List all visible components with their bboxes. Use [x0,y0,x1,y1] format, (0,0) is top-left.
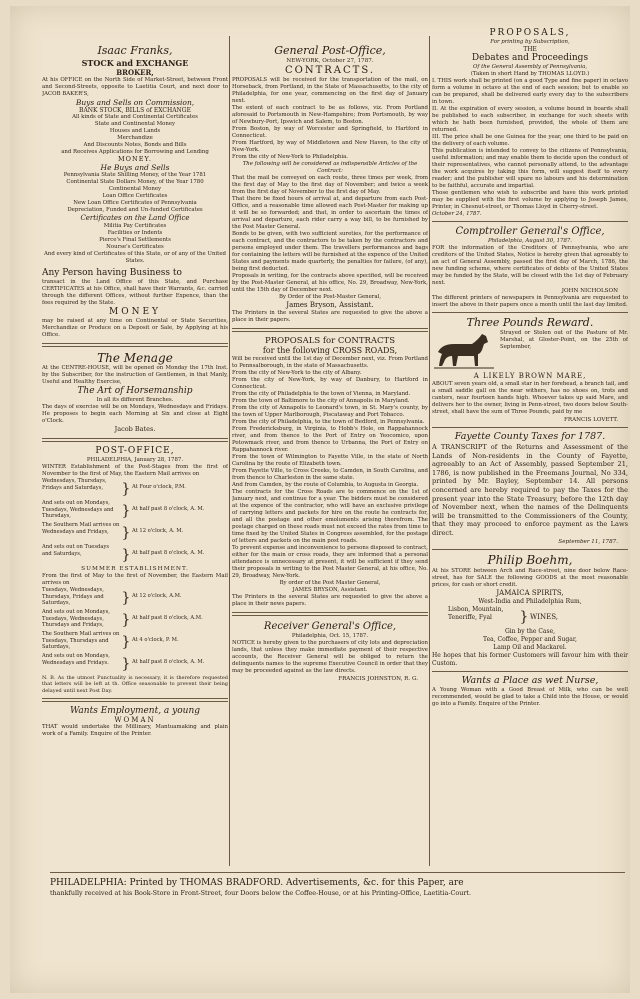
gpo-dateline: NEW-YORK, October 27, 1787. [286,58,374,64]
divider [432,221,628,222]
fayette-advertisement [432,431,628,546]
reward-signature: FRANCIS LOVETT. [564,417,618,423]
franks-line: And Discounts Notes, Bonds and Bills [83,142,187,148]
franks-any: Any Person having Business to [42,268,182,278]
gpo-order: By Order of the Post-Master General, [278,294,382,300]
franks-line: and Receives Applications for Borrowing and Lending [61,149,209,155]
menage-title: The Menage [97,351,173,365]
proposals-date: October 24, 1787. [432,211,482,217]
schedule-days: And sets out on Mondays, Tuesdays, Wednesdays, Thursdays and Fridays, [42,609,110,629]
imprint-line: PHILADELPHIA: Printed by THOMAS BRADFORD. Advertisements, &c. for this Paper, are [50,878,464,888]
schedule-time: At 4 o'clock, P. M. [132,637,179,643]
gpo-body: From the city of New-York to Philadelphia. [232,154,349,160]
schedule-time: At 12 o'clock, A. M. [132,528,184,534]
franks-title2: BROKER, [116,68,154,77]
wants-title: Wants Employment, a young [69,706,201,717]
reward-title: Three Pounds Reward. [466,316,594,329]
franks-money2: MONEY [109,307,161,317]
brace: } [121,656,131,672]
comptroller-body: FOR the information of the Creditors of Pennsylvania, who are creditors of the United States, Notice is hereby given that agreeably to an act of General Assembly, passed the first day of March, 1786, the new funding scheme, where certificates of debts of the United States may be funded by the State, will be closed with the 1st day of February next. [432,245,628,286]
cross-body: From the city of New-York, by way of Danbury, to Hartford in Connecticut. [232,377,428,390]
schedule-days: And sets out on Mondays, Tuesdays, Wednesdays and Thursdays, [42,500,114,520]
schedule-days: The Southern Mail arrives on Wednesdays and Fridays, [42,522,120,535]
wants-woman: WOMAN [114,716,156,725]
franks-list: Depreciation, Funded and Un-funded Certificates [67,207,203,213]
franks-list: Pierce's Final Settlements [99,237,171,243]
wines-row [432,606,628,628]
comptroller-advertisement [432,225,628,309]
comptroller-body2: The different printers of newspapers in Pennsylvania are requested to insert the above in their papers once a month until the last day limited. [432,295,628,308]
reward-mare: A LIKELY BROWN MARE, [473,372,587,380]
gpo-body: From Hartford, by way of Middletown and New Haven, to the city of New-York. [232,140,428,153]
receiver-body: NOTICE is hereby given to the purchasers of city lots and depreciation lands, that unless they make immediate payment of their respective accounts, the Receiver General will be obliged to return the delinquents names to the supreme Executive Council in order that they may be proceeded against as the law directs. [232,640,428,674]
schedule-days: The Southern Mail arrives on Tuesdays, Thursdays and Saturdays, [42,631,120,651]
schedule-days: And sets out on Tuesdays and Saturdays, [42,544,110,557]
gpo-printers: The Printers in the several States are requested to give the above a place in their papers. [232,310,428,323]
cross-signature: JAMES BRYSON, Assistant. [292,587,368,593]
column-rule [229,36,230,866]
boehm-goods: Lamp Oil and Mackarel. [493,643,567,651]
divider [232,612,428,616]
franks-advertisement [42,44,228,339]
franks-list: Continental State Dollars Money, of the Year 1780 [66,179,204,185]
schedule-row [42,653,228,675]
cross-body: From the city of New-York to the city of Albany. [232,370,362,376]
divider [42,698,228,702]
franks-list: Militia Pay Certificates [103,223,167,229]
post-office-advertisement [42,446,228,694]
divider [432,671,628,672]
gpo-note: The following will be considered as indispensible Articles of the Contract: [242,161,418,174]
franks-list: New Loan Office Certificates of Pennsylvania [73,200,197,206]
cross-body: From Fayette Ville, to Cross Creeks, to Camden, in South Carolina, and from thence to Charleston in the same state. [232,468,428,481]
franks-bank: BANK STOCK, BILLS of EXCHANGE [79,107,191,114]
schedule-time: At 12 o'clock, A.M. [132,593,182,599]
menage-body: At the CENTRE-HOUSE, will be opened on Monday the 17th Inst. by the Subscriber, for the instruction of Gentlemen, in that Manly, Useful and Healthy Exercise, [42,365,228,385]
schedule-row [42,522,228,544]
gpo-body: The extent of each contract to be as follows, viz. From Portland aforesaid to Portsmouth in New-Hampshire; from Portsmouth, by way of Newbury-Port, Ipswich and Salem, to Boston. [232,105,428,125]
schedule-row [42,587,228,609]
menage-signature: Jacob Bates. [114,425,156,433]
brace: } [121,612,131,628]
divider [232,328,428,332]
fayette-body: A TRANSCRIPT of the Returns and Assessment of the Lands of Non-residents in the County of Fayette, agreeably to an Act of Assembly, passed September 21, 1786, is now published in the Freemans Journal, No 334, printed by Mr. Bayley, September 14. All persons concerned are hereby required to pay the Taxes for the present year into the State Treasury, before the 12th day of November next, when the names of the Delinquents will be transmitted to the Commissioners of the County, that they may proceed to enforce payment as the Laws direct. [432,443,628,537]
franks-list: Continental Money [108,186,162,192]
cross-body: From the town of Baltimore to the city of Annapolis in Maryland. [232,398,410,404]
cross-body: From the city of Philadelphia, to the town of Bedford, in Pennsylvania. [232,419,425,425]
franks-any-body: transact in the Land Office of this State, and Purchase CERTIFICATES at his Office, shall have their Warrants, &c. carried through the different Offices, without further Expence, than the fees required by the State. [42,279,228,306]
cross-roads-advertisement [232,336,428,608]
gpo-body: Bonds to be given, with two sufficient sureties, for the performance of each contract, and the contractors to be taken by the contractors and persons employed under them. The travellers performances and bags for containing the letters will be furnished at the expence of the United States and payments made quarterly, the penalties for failure, (of any), being first deducted. [232,231,428,272]
gpo-body: PROPOSALS will be received for the transportation of the mail, on Horseback, from Portland, in the State of Massachusetts, to the city of Philadelphia, for one year, commencing on the first day of January next. [232,77,428,104]
brace: } [121,481,131,497]
reward-advertisement [432,316,628,424]
proposals-of: Of the General Assembly of Pennsylvania, [472,64,588,70]
proposals-body: Those gentlemen who wish to subscribe and have this work printed may be supplied with the first volume by applying to Joseph James, Printer, in Chesnut-street, or Thomas Lloyd in Cherry-street. [432,190,628,210]
divider [432,427,628,428]
proposals-taken: (Taken in short Hand by THOMAS LLOYD.) [470,71,590,77]
reward-body: Strayed or Stolen out of the Pasture of Mr. Marshal, at Gloster-Point, on the 25th of September, [500,330,628,350]
reward-body2: ABOUT seven years old, a small star in her forehead, a branch tail, and a small saddle gall on the near withers, has no shoes on, trots and canters, near fourteen hands high. Whoever takes up said Mare, and delivers her to the owner, living in Penn-street, two doors below South-street, shall have the sum of Three Pounds, paid by me [432,381,628,415]
post-title: POST-OFFICE, [95,446,175,456]
schedule-row [42,544,228,566]
cross-body: And from Camden, by the route of Columbia, to Augusta in Georgia. [232,482,419,488]
receiver-title: Receiver General's Office, [263,621,397,632]
franks-name: Isaac Franks, [97,44,173,57]
brace: } [121,503,131,519]
post-summer-body: From the first of May to the first of November, the Eastern Mail arrives on [42,573,228,586]
comptroller-signature: JOHN NICHOLSON [561,288,618,294]
cross-body: The contracts for the Cross Roads are to commence on the 1st of January next, and continue for a year. The bidders must be considered at the expence of the contractor, who will have an exclusive privilege of carrying letters and packets for hire on the route he contracts for, and all the postage and other emoluments arising therefrom. The postage charged on these roads must not exceed the rates from time to time fixed by the United States in Congress assembled, for the postage of letters and packets on the main post roads. [232,489,428,544]
schedule-time: At half past 8 o'clock, A. M. [132,550,205,556]
cross-printers: The Printers in the several States are requested to give the above a place in their news papers. [232,594,428,607]
menage-art: The Art of Horsemanship [77,386,193,396]
proposals-advertisement [432,28,628,218]
franks-line: Houses and Lands [109,128,161,134]
proposals-body: III. The price shall be one Guinea for the year, one third to be paid on the delivery of each volume. [432,134,628,147]
schedule-days: And sets out on Mondays, Wednesdays and Fridays. [42,653,110,666]
horse-icon [432,330,500,372]
franks-list: Loan Office Certificates [102,193,168,199]
newspaper-page [10,6,630,993]
post-summer: SUMMER ESTABLISHMENT. [81,566,189,572]
schedule-time: At half past 8 o'clock, A.M. [132,615,203,621]
boehm-goods: Gin by the Case, [504,627,556,635]
gpo-body: That there be fixed hours of arrival at, and departure from each Post-Office, and a reasonable time allowed each Post-Master for making up it will be so forwarded; and that, in order to ascertain the times of arrival and departure, each rider carry a way bill, to be furnished by the Post Master General. [232,196,428,230]
proposals-debates: Debates and Proceedings [471,53,589,63]
franks-line: All kinds of State and Continental Certificates [72,114,198,120]
schedule-time: At Four o'clock, P.M. [132,484,186,490]
wants-employment-advertisement [42,706,228,738]
divider [42,343,228,347]
gpo-title: General Post-Office, [274,44,386,57]
boehm-jamaica: JAMAICA SPIRITS, [496,588,564,597]
post-winter: WINTER Establishment of the Post-Stages from the first of November to the first of May, the Eastern Mail arrives on [42,464,228,477]
fayette-date: September 11, 1787. [558,538,618,545]
fayette-title: Fayette County Taxes for 1787. [454,431,606,442]
proposals-sub: For printing by Subscription, [490,39,570,45]
menage-body2: The days of exercise will be on Mondays, Wednesdays and Fridays. He proposes to begin each Morning at Six and close at Eight o'Clock. [42,404,228,424]
franks-money-body: may be raised at any time on Continental or State Securities, Merchandize or Produce on a Deposit or Sale, by Applying at his Office. [42,318,228,338]
proposals-the: THE [523,46,537,53]
franks-line: State and Continental Money [94,121,176,127]
proposals-body: I. THIS work shall be printed (on a good Type and fine paper) in octavo form a volume in octavo at the end of each session; but to enable so can be prepared, shall be delivered early every day to the subscribers in town. [432,78,628,105]
column-two [232,26,428,683]
receiver-general-advertisement [232,620,428,683]
franks-cert: Certificates on the Land Office [80,214,190,222]
cross-order: By order of the Post Master General, [279,580,381,586]
schedule-row [42,609,228,631]
cross-body: From Fredericksburg, in Virginia, to Hobb's Hole, on Rappahannock river, and from thence to the Port of Entry on Yeocomico, upon Potowmack river, and from thence to Urbanna, the Port of Entry on Rappahannock river. [232,426,428,453]
franks-money: MONEY. [118,155,152,163]
column-rule [429,36,430,866]
boehm-advertisement [432,553,628,668]
franks-list: And every kind of Certificates of this State, or of any of the United States. [44,251,226,264]
cross-body: From the city of Philadelphia to the town of Vienna, in Maryland. [232,391,411,397]
column-one [42,26,228,738]
gpo-contracts: CONTRACTS. [284,65,375,76]
receiver-signature: FRANCIS JOHNSTON, R. G. [338,676,418,682]
franks-list: Pennsylvania State Shilling Money, of the Year 1781 [63,172,207,178]
cross-title: PROPOSALS for CONTRACTS [264,336,396,346]
brace: } [121,525,131,541]
gpo-body: From Boston, by way of Worcester and Springfield, to Hartford in Connecticut. [232,126,428,139]
schedule-days: Tuesdays, Wednesdays, Thursdays, Fridays and Saturdays, [42,587,104,607]
comptroller-dateline: Philadelphia, August 30, 1787. [487,238,573,244]
menage-advertisement [42,351,228,434]
nurse-body: A Young Woman with a Good Breast of Milk, who can be well recommended, would be glad to take a Child into the House, or would go into a Family. Enquire of the Printer. [432,686,628,707]
franks-he: He Buys and Sells [100,163,170,172]
franks-buys: Buys and Sells on Commission, [75,98,195,107]
franks-list: Facilities or Indents [107,230,163,236]
divider [42,438,228,442]
boehm-body2: He hopes that his former Customers will favour him with their Custom. [432,651,628,667]
schedule-row [42,478,228,500]
divider [432,549,628,550]
imprint-line: thankfully received at his Book-Store in Front-Street, four Doors below the Coffee-House, or at his Printing-Office, Laetitia-Court. [50,889,471,897]
cross-body: From the city of Annapolis to Leonard's town, in St. Mary's county, by the town of Upper Marlborough, Piscataway and Port Tobacco. [232,405,428,418]
proposals-body: This publication is intended to convey to the citizens of Pennsylvania, useful information; and may enable them to decide upon the conduct of their representatives, who cannot personally attend, to the advantage the work acquires by taking this form, will suggest itself to every reader; and the publisher will spare no labours and his determination to be faithful, accurate and impartial. [432,148,628,189]
cross-body: From the town of Wilmington to Fayette Ville, in the state of North Carolina by the route of Elizabeth town. [232,454,428,467]
franks-line: Merchandize [117,135,153,141]
brace: } [519,608,529,625]
proposals-body: II. At the expiration of every session, a volume bound in boards shall be published to each subscriber, in exchange for such sheets with which he hath been furnished, provided, the whole of them are returned. [432,106,628,133]
proposals-title: PROPOSALS, [489,28,571,38]
franks-title: STOCK and EXCHANGE [81,58,189,68]
gpo-body: Proposals in writing, for the contracts above specified, will be received by the Post-Master General, at his office, No. 29, Broadway, New-York, until the 15th day of December next. [232,273,428,293]
boehm-west: West-India and Philadelphia Rum, [478,597,582,605]
receiver-dateline: Philadelphia, Oct. 15, 1787. [291,633,369,639]
brace: } [121,590,131,606]
cross-body: Will be received until the 1st day of December next, viz. From Portland to Pennsalborough, in the state of Massachusetts. [232,356,428,369]
franks-list: Nourse's Certificates [106,244,164,250]
schedule-row [42,631,228,653]
wet-nurse-advertisement [432,675,628,708]
boehm-title: Philip Boehm, [487,552,573,567]
brace: } [121,634,131,650]
franks-body: At his OFFICE on the North Side of Market-Street, between Front and Second-Streets, opposite to Laetitia Court, and next door to JACOB BAKER'S, [42,77,228,97]
nurse-title: Wants a Place as wet Nurse, [461,674,599,686]
reward-row [432,330,628,372]
schedule-days: Wednesdays, Thursdays, Fridays and Saturdays, [42,478,107,491]
schedule-row [42,500,228,522]
schedule-time: At half past 8 o'clock, A. M. [132,506,205,512]
post-nb: N. B. As the utmost Punctuality is necessary, it is therefore requested that letters will be left at th. Office seasonable to prevent their being delayed until next Post Day. [42,675,228,694]
boehm-body: At his STORE between Arch and Race-street, nine door below Race-street, has for SALE the following GOODS at the most reasonable prices, for cash or short credit. [432,567,628,588]
cross-body: To prevent expense and inconvenience to persons disposed to contract, either for the main or cross roads, they are informed that a personal attendance is unnecessary at present, it will be sufficient if they send their proposals in writing to the Post Master General, at his office, No. 29, Broadway, New-York. [232,545,428,579]
column-three [432,26,628,708]
wines-list: Lisbon, Mountain, Teneriffe, Fyal [448,605,504,621]
gpo-signature: James Bryson, Assistant. [286,301,374,309]
schedule-time: At half past 8 o'clock, A. M. [132,659,205,665]
cross-title2: for the following CROSS ROADS, [262,346,398,355]
boehm-goods: Tea, Coffee, Pepper and Sugar, [483,635,577,643]
wines-label: WINES, [530,612,558,621]
comptroller-title: Comptroller General's Office, [455,226,605,237]
general-post-office-advertisement [232,44,428,324]
divider [432,312,628,313]
brace: } [121,547,131,563]
menage-branches: In all its different Branches. [96,397,174,403]
gpo-body: That the mail be conveyed on each route, three times per week, from the first day of May to the first day of November; and twice a week from the first day of November to the first day of May. [232,175,428,195]
wants-body: THAT would undertake the Millinary, Mantuamaking and plain work of a Family. Enquire of the Printer. [42,724,228,738]
imprint-footer [50,872,625,897]
post-dateline: PHILADELPHIA, January 28, 1787. [86,457,184,463]
